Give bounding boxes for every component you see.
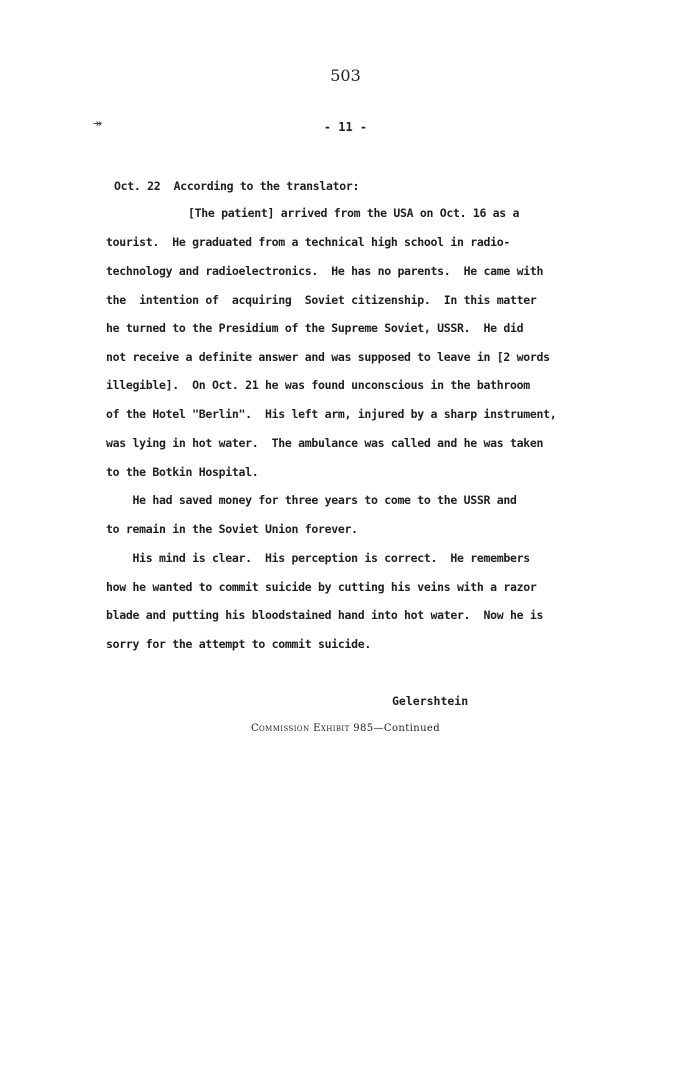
margin-arrow-icon: ↠ bbox=[93, 117, 103, 130]
entry-date-line: Oct. 22 According to the translator: bbox=[114, 179, 360, 193]
body-line: [The patient] arrived from the USA on Oct. 16 as a bbox=[188, 206, 520, 220]
signature: Gelershtein bbox=[392, 694, 469, 708]
body-line: blade and putting his bloodstained hand into hot water. Now he is bbox=[106, 608, 544, 622]
exhibit-suffix: —Continued bbox=[373, 723, 441, 734]
body-line: technology and radioelectronics. He has no parents. He came with bbox=[106, 264, 544, 278]
body-line: tourist. He graduated from a technical high school in radio- bbox=[106, 235, 511, 249]
body-line: He had saved money for three years to come to the USSR and bbox=[106, 493, 517, 507]
body-line: he turned to the Presidium of the Supreme Soviet, USSR. He did bbox=[106, 321, 524, 335]
sub-page-number: - 11 - bbox=[323, 120, 368, 134]
body-line: illegible]. On Oct. 21 he was found unconscious in the bathroom bbox=[106, 378, 530, 392]
body-line: was lying in hot water. The ambulance was called and he was taken bbox=[106, 436, 544, 450]
body-line: to the Botkin Hospital. bbox=[106, 465, 259, 479]
page-number: 503 bbox=[330, 66, 361, 85]
body-line: how he wanted to commit suicide by cutting his veins with a razor bbox=[106, 580, 537, 594]
body-line: of the Hotel "Berlin". His left arm, injured by a sharp instrument, bbox=[106, 407, 557, 421]
exhibit-label: Commission Exhibit 985 bbox=[250, 723, 374, 734]
body-line: His mind is clear. His perception is correct. He remembers bbox=[106, 551, 530, 565]
exhibit-caption bbox=[0, 723, 691, 734]
body-line: to remain in the Soviet Union forever. bbox=[106, 522, 358, 536]
body-line: the intention of acquiring Soviet citizenship. In this matter bbox=[106, 293, 537, 307]
body-line: sorry for the attempt to commit suicide. bbox=[106, 637, 371, 651]
body-line: not receive a definite answer and was supposed to leave in [2 words bbox=[106, 350, 550, 364]
